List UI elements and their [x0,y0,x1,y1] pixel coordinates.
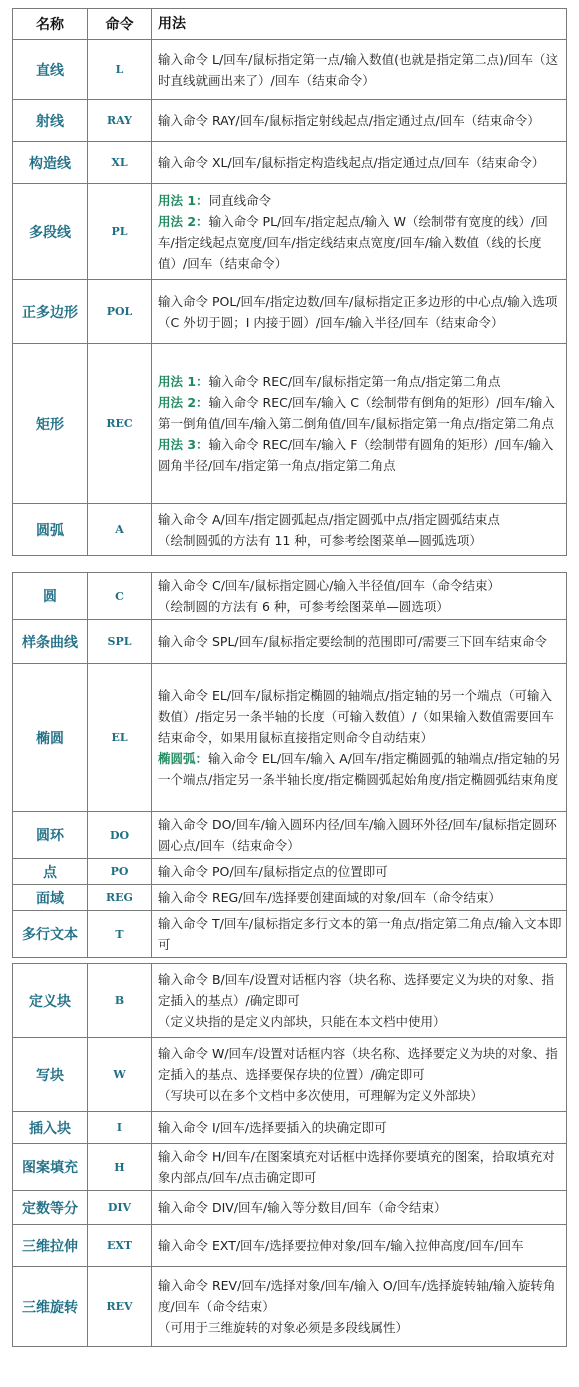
command-usage [152,664,567,812]
table-row [13,40,567,100]
usage-text: 输入命令 PO/回车/鼠标指定点的位置即可 [158,864,388,879]
command-usage [152,40,567,100]
command-name: 射线 [13,100,88,142]
command-name: 点 [13,859,88,885]
table-row [13,1191,567,1225]
usage-method-label: 用法 1： [158,374,209,389]
command-code: EXT [88,1225,152,1267]
command-name: 三维旋转 [13,1267,88,1347]
command-usage [152,812,567,859]
command-name: 面域 [13,885,88,911]
command-code: REV [88,1267,152,1347]
table-row [13,1225,567,1267]
command-usage [152,859,567,885]
usage-text: 输入命令 H/回车/在图案填充对话框中选择你要填充的图案，拾取填充对象内部点/回车/点击确定即可 [158,1149,555,1185]
command-code: L [88,40,152,100]
command-name: 多段线 [13,184,88,280]
header-name: 名称 [13,9,88,40]
usage-text: 输入命令 XL/回车/鼠标指定构造线起点/指定通过点/回车（结束命令） [158,155,545,170]
header-use: 用法 [152,9,567,40]
header-cmd: 命令 [88,9,152,40]
usage-method-label: 用法 1： [158,192,209,208]
command-name: 直线 [13,40,88,100]
usage-method-label: 用法 2： [158,213,209,229]
command-code: T [88,911,152,958]
table-row [13,1267,567,1347]
command-code: PL [88,184,152,280]
usage-text: 输入命令 EXT/回车/选择要拉伸对象/回车/输入拉伸高度/回车/回车 [158,1238,524,1253]
table-row [13,620,567,664]
table-row [13,142,567,184]
command-code: C [88,573,152,620]
command-usage [152,1191,567,1225]
table-header-row [13,9,567,40]
command-usage [152,1112,567,1144]
table-row [13,280,567,344]
command-code: DIV [88,1191,152,1225]
command-name: 定数等分 [13,1191,88,1225]
usage-text: 输入命令 A/回车/指定圆弧起点/指定圆弧中点/指定圆弧结束点 [158,511,500,527]
usage-text: 输入命令 POL/回车/指定边数/回车/鼠标指定正多边形的中心点/输入选项（C 外切于圆；I 内接于圆）/回车/输入半径/回车（结束命令） [158,293,558,330]
table-row [13,100,567,142]
usage-text: 输入命令 C/回车/鼠标指定圆心/输入半径值/回车（命令结束） [158,578,501,593]
command-name: 三维拉伸 [13,1225,88,1267]
command-table-shapes [12,572,567,958]
usage-method-label: 用法 3： [158,437,209,452]
command-name: 写块 [13,1038,88,1112]
table-row [13,184,567,280]
table-row [13,911,567,958]
command-usage [152,964,567,1038]
command-usage [152,620,567,664]
command-code: A [88,504,152,556]
command-usage [152,100,567,142]
usage-text: 输入命令 DIV/回车/输入等分数目/回车（命令结束） [158,1200,447,1215]
command-name: 多行文本 [13,911,88,958]
usage-part [158,685,562,748]
table-row [13,1144,567,1191]
usage-text: 输入命令 REG/回车/选择要创建面域的对象/回车（命令结束） [158,890,501,905]
command-name: 定义块 [13,964,88,1038]
usage-part [158,748,562,790]
command-code: REC [88,344,152,504]
usage-text: 输入命令 PL/回车/指定起点/输入 W（绘制带有宽度的线）/回车/指定线起点宽度/回车/指定线结束点宽度/回车/输入数值（线的长度值）/回车（结束命令） [158,213,548,271]
usage-text: 输入命令 REV/回车/选择对象/回车/输入 O/回车/选择旋转轴/输入旋转角度/回车（命令结束） [158,1278,556,1314]
command-usage [152,573,567,620]
usage-text: 同直线命令 [208,192,272,208]
command-name: 矩形 [13,344,88,504]
command-code: H [88,1144,152,1191]
usage-part [158,211,562,274]
command-name: 圆弧 [13,504,88,556]
table-row [13,504,567,556]
usage-text: 输入命令 T/回车/鼠标指定多行文本的第一角点/指定第二角点/输入文本即可 [158,916,562,952]
usage-method-label: 用法 2： [158,395,209,410]
command-name: 插入块 [13,1112,88,1144]
command-usage [152,911,567,958]
table-row [13,573,567,620]
command-usage [152,504,567,556]
command-name: 圆环 [13,812,88,859]
usage-part [158,434,562,476]
usage-text: 输入命令 SPL/回车/鼠标指定要绘制的范围即可/需要三下回车结束命令 [158,634,548,649]
command-name: 图案填充 [13,1144,88,1191]
usage-text: 输入命令 I/回车/选择要插入的块确定即可 [158,1120,387,1135]
usage-method-label: 椭圆弧： [158,751,209,766]
command-usage [152,1038,567,1112]
usage-text: （写块可以在多个文档中多次使用，可理解为定义外部块） [158,1088,484,1103]
command-code: SPL [88,620,152,664]
command-code: XL [88,142,152,184]
command-code: I [88,1112,152,1144]
usage-text: 输入命令 W/回车/设置对话框内容（块名称、选择要定义为块的对象、指定插入的基点、选择要保存块的位置）/确定即可 [158,1046,558,1082]
usage-part [158,371,562,392]
table-row [13,812,567,859]
usage-text: 输入命令 B/回车/设置对话框内容（块名称、选择要定义为块的对象、指定插入的基点）/确定即可 [158,972,554,1008]
command-code: W [88,1038,152,1112]
table-row [13,664,567,812]
table-row [13,964,567,1038]
command-name: 构造线 [13,142,88,184]
command-usage [152,1144,567,1191]
command-name: 椭圆 [13,664,88,812]
usage-text: 输入命令 REC/回车/输入 C（绘制带有倒角的矩形）/回车/输入第一倒角值/回车/输入第二倒角值/回车/鼠标指定第一角点/指定第二角点 [158,395,555,431]
command-usage [152,1267,567,1347]
command-code: RAY [88,100,152,142]
command-usage [152,344,567,504]
command-code: B [88,964,152,1038]
table-row [13,885,567,911]
command-code: DO [88,812,152,859]
usage-text: 输入命令 DO/回车/输入圆环内径/回车/输入圆环外径/回车/鼠标指定圆环圆心点/回车（结束命令） [158,817,557,853]
command-name: 样条曲线 [13,620,88,664]
command-code: PO [88,859,152,885]
usage-text: （绘制圆的方法有 6 种，可参考绘图菜单—圆选项） [158,599,449,614]
command-code: REG [88,885,152,911]
command-code: EL [88,664,152,812]
usage-text: （可用于三维旋转的对象必须是多段线属性） [158,1320,409,1335]
table-row [13,1112,567,1144]
usage-text: 输入命令 REC/回车/输入 F（绘制带有圆角的矩形）/回车/输入圆角半径/回车/指定第一角点/指定第二角点 [158,437,554,473]
usage-part [158,190,562,211]
usage-text: 输入命令 RAY/回车/鼠标指定射线起点/指定通过点/回车（结束命令） [158,113,540,128]
command-usage [152,142,567,184]
usage-text: 输入命令 L/回车/鼠标指定第一点/输入数值(也就是指定第二点)/回车（这时直线就画出来了）/回车（结束命令） [158,51,559,88]
usage-text: 输入命令 EL/回车/鼠标指定椭圆的轴端点/指定轴的另一个端点（可输入数值）/指定另一条半轴的长度（可输入数值）/（如果输入数值需要回车结束命令，如果用鼠标直接指定则命令自动结束） [158,688,554,745]
command-code: POL [88,280,152,344]
usage-text: （定义块指的是定义内部块，只能在本文档中使用） [158,1014,446,1029]
command-name: 正多边形 [13,280,88,344]
table-row [13,859,567,885]
usage-text: 输入命令 REC/回车/鼠标指定第一角点/指定第二角点 [208,374,501,389]
usage-part [158,392,562,434]
command-table-blocks [12,963,567,1347]
table-row [13,344,567,504]
command-usage [152,1225,567,1267]
table-row [13,1038,567,1112]
usage-text: （绘制圆弧的方法有 11 种，可参考绘图菜单—圆弧选项） [158,532,482,548]
usage-text: 输入命令 EL/回车/输入 A/回车/指定椭圆弧的轴端点/指定轴的另一个端点/指定另一条半轴长度/指定椭圆弧起始角度/指定椭圆弧结束角度 [158,751,561,787]
command-table-draw [12,8,567,556]
command-usage [152,280,567,344]
command-usage [152,885,567,911]
command-usage [152,184,567,280]
command-name: 圆 [13,573,88,620]
